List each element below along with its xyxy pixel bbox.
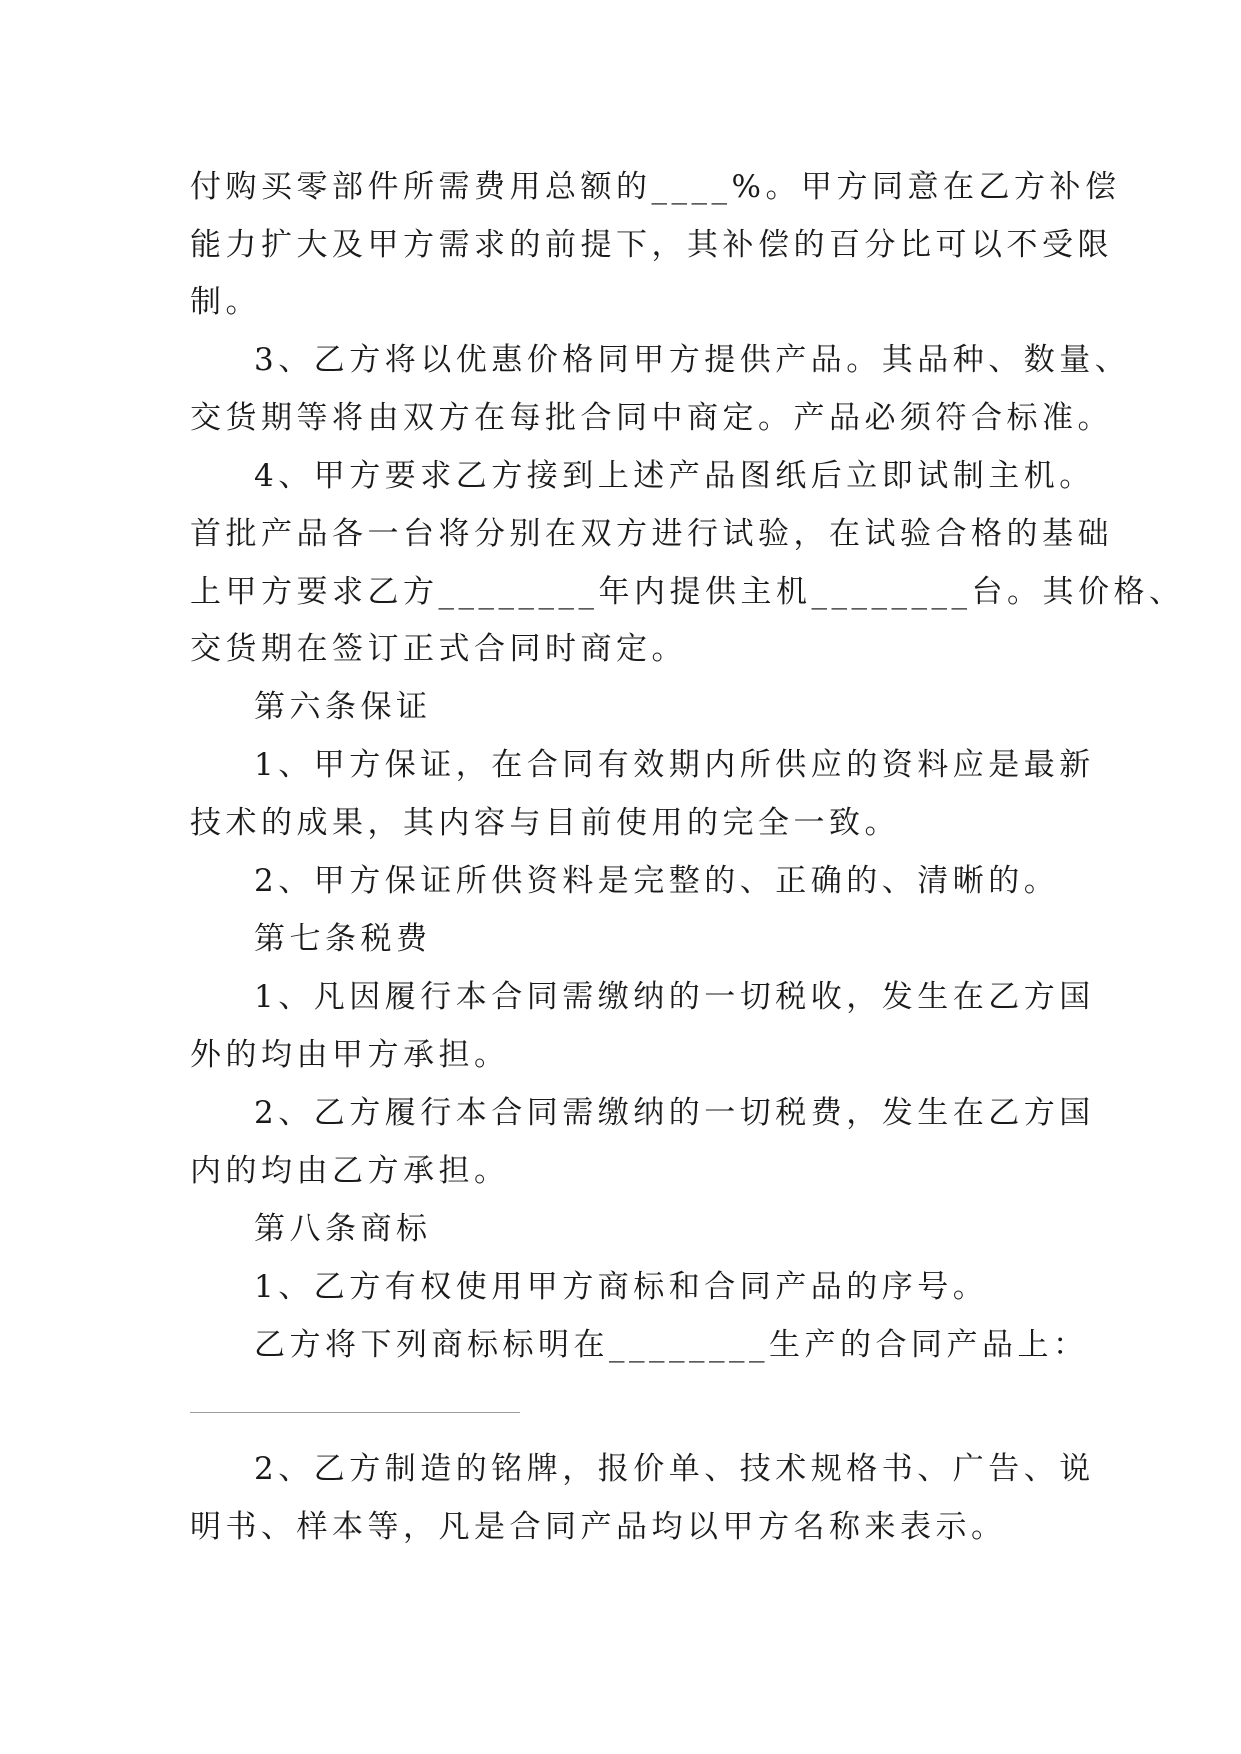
paragraph-line: 制。 <box>190 284 261 320</box>
paragraph-line: 明书、样本等，凡是合同产品均以甲方名称来表示。 <box>190 1509 1007 1545</box>
section-heading: 第八条商标 <box>254 1211 432 1247</box>
paragraph-line: 3、乙方将以优惠价格同甲方提供产品。其品种、数量、 <box>254 342 1131 378</box>
paragraph-line: 2、乙方制造的铭牌，报价单、技术规格书、广告、说 <box>254 1451 1095 1487</box>
paragraph-line: 外的均由甲方承担。 <box>190 1037 510 1073</box>
paragraph-line: 技术的成果，其内容与目前使用的完全一致。 <box>190 805 900 841</box>
paragraph-line: 付购买零部件所需费用总额的____%。甲方同意在乙方补偿 <box>190 169 1121 205</box>
paragraph-line: 交货期在签订正式合同时商定。 <box>190 631 687 667</box>
section-heading: 第六条保证 <box>254 689 432 725</box>
paragraph-line: 1、乙方有权使用甲方商标和合同产品的序号。 <box>254 1269 989 1305</box>
section-heading: 第七条税费 <box>254 921 432 957</box>
paragraph-line: 1、甲方保证，在合同有效期内所供应的资料应是最新 <box>254 747 1095 783</box>
paragraph-line: 1、凡因履行本合同需缴纳的一切税收，发生在乙方国 <box>254 979 1095 1015</box>
paragraph-line: 4、甲方要求乙方接到上述产品图纸后立即试制主机。 <box>254 458 1095 494</box>
paragraph-line: 2、乙方履行本合同需缴纳的一切税费，发生在乙方国 <box>254 1095 1095 1131</box>
paragraph-line: 乙方将下列商标标明在________生产的合同产品上： <box>254 1327 1089 1363</box>
paragraph-line: 上甲方要求乙方________年内提供主机________台。其价格、 <box>190 574 1185 610</box>
horizontal-rule <box>190 1412 520 1413</box>
paragraph-line: 能力扩大及甲方需求的前提下，其补偿的百分比可以不受限 <box>190 227 1113 263</box>
paragraph-line: 交货期等将由双方在每批合同中商定。产品必须符合标准。 <box>190 400 1113 436</box>
paragraph-line: 2、甲方保证所供资料是完整的、正确的、清晰的。 <box>254 863 1060 899</box>
paragraph-line: 首批产品各一台将分别在双方进行试验，在试验合格的基础 <box>190 516 1113 552</box>
paragraph-line: 内的均由乙方承担。 <box>190 1153 510 1189</box>
